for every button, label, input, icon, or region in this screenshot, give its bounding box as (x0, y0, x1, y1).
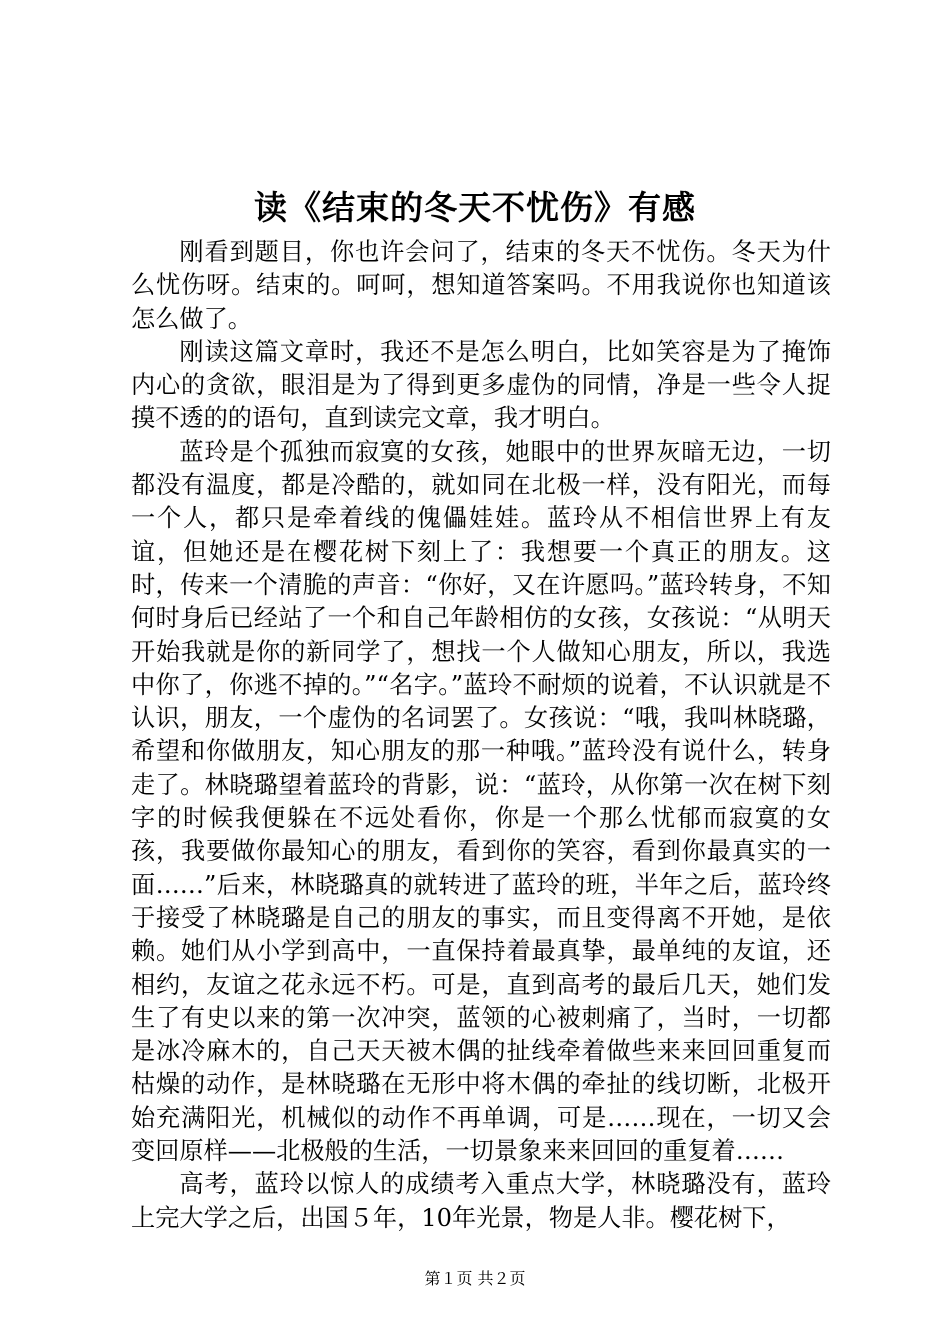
paragraph: 刚读这篇文章时，我还不是怎么明白，比如笑容是为了掩饰内心的贪欲，眼泪是为了得到更多虚伪的同情，净是一些令人捉摸不透的的语句，直到读完文章，我才明白。 (131, 337, 831, 433)
paragraph: 蓝玲是个孤独而寂寞的女孩，她眼中的世界灰暗无边，一切都没有温度，都是冷酷的，就如同在北极一样，没有阳光，而每一个人，都只是牵着线的傀儡娃娃。蓝玲从不相信世界上有友谊，但她还是在樱花树下刻上了：我想要一个真正的朋友。这时，传来一个清脆的声音：“你好，又在许愿吗。”蓝玲转身，不知何时身后已经站了一个和自己年龄相仿的女孩，女孩说：“从明天开始我就是你的新同学了，想找一个人做知心朋友，所以，我选中你了，你逃不掉的。”“名字。”蓝玲不耐烦的说着，不认识就是不认识，朋友，一个虚伪的名词罢了。女孩说：“哦，我叫林晓璐，希望和你做朋友，知心朋友的那一种哦。”蓝玲没有说什么，转身走了。林晓璐望着蓝玲的背影，说：“蓝玲，从你第一次在树下刻字的时候我便躲在不远处看你，你是一个那么忧郁而寂寞的女孩，我要做你最知心的朋友，看到你的笑容，看到你最真实的一面……”后来，林晓璐真的就转进了蓝玲的班，半年之后，蓝玲终于接受了林晓璐是自己的朋友的事实，而且变得离不开她，是依赖。她们从小学到高中，一直保持着最真挚，最单纯的友谊，还相约，友谊之花永远不朽。可是，直到高考的最后几天，她们发生了有史以来的第一次冲突，蓝领的心被刺痛了，当时，一切都是冰冷麻木的，自己天天被木偶的扯线牵着做些来来回回重复而枯燥的动作，是林晓璐在无形中将木偶的牵扯的线切断，北极开始充满阳光，机械似的动作不再单调，可是……现在，一切又会变回原样——北极般的生活，一切景象来来回回的重复着…… (131, 437, 831, 1166)
document-title: 读《结束的冬天不忧伤》有感 (254, 188, 696, 227)
document-body (131, 236, 831, 1235)
paragraph: 高考，蓝玲以惊人的成绩考入重点大学，林晓璐没有，蓝玲上完大学之后，出国５年，10年光景，物是人非。樱花树下， (131, 1170, 831, 1232)
paragraph: 刚看到题目，你也许会问了，结束的冬天不忧伤。冬天为什么忧伤呀。结束的。呵呵，想知道答案吗。不用我说你也知道该怎么做了。 (131, 238, 831, 333)
page-footer: 第１页 共２页 (424, 1269, 526, 1288)
